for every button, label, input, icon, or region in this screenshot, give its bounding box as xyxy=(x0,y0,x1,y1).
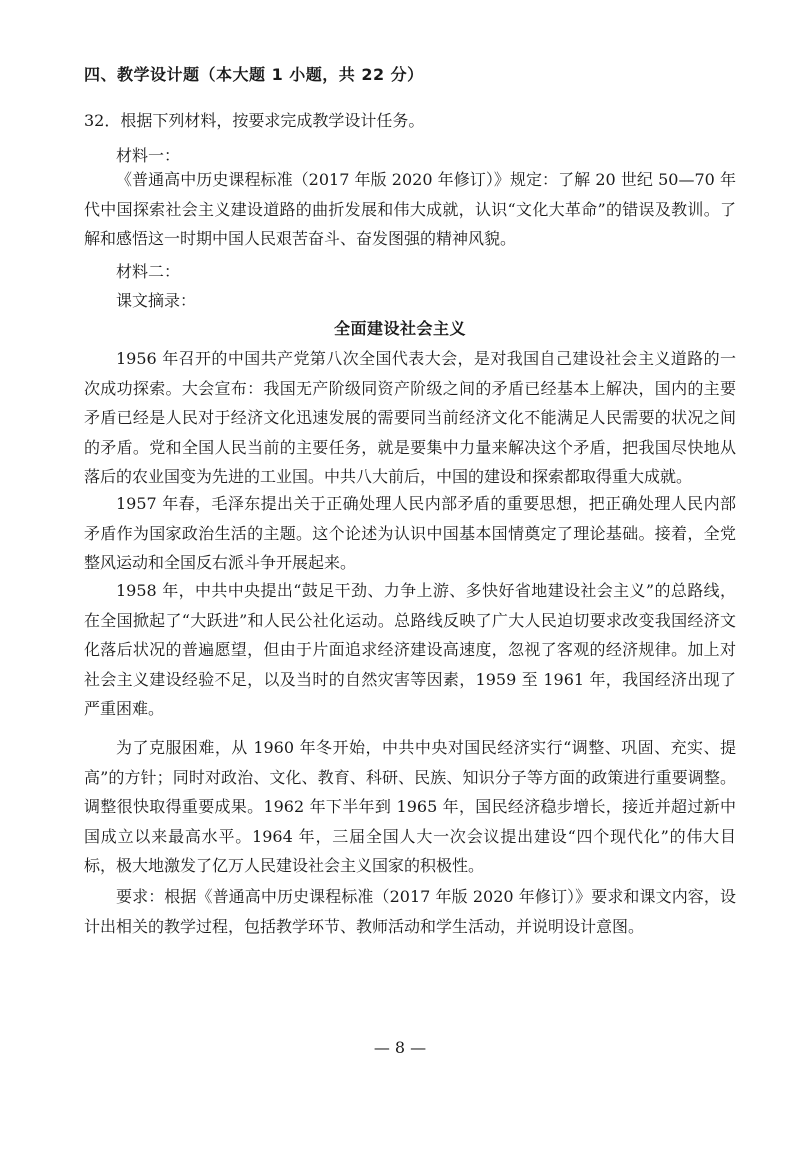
page-number: — 8 — xyxy=(373,1038,427,1057)
lesson-paragraph-1957: 1957 年春，毛泽东提出关于正确处理人民内部矛盾的重要思想，把正确处理人民内部矛盾作为国家政治生活的主题。这个论述为认识中国基本国情奠定了理论基础。接着，全党整风运动和全国反右派斗争开展起来。 xyxy=(84,494,736,572)
lesson-paragraph-1956: 1956 年召开的中国共产党第八次全国代表大会，是对我国自己建设社会主义道路的一次成功探索。大会宣布：我国无产阶级同资产阶级之间的矛盾已经基本上解决，国内的主要矛盾已经是人民对于经济文化迅速发展的需要同当前经济文化不能满足人民需要的状况之间的矛盾。党和全国人民当前的主要任务，就是要集中力量来解决这个矛盾，把我国尽快地从落后的农业国变为先进的工业国。中共八大前后，中国的建设和探索都取得重大成就。 xyxy=(84,349,736,486)
material-one-text: 《普通高中历史课程标准（2017 年版 2020 年修订）》规定：了解 20 世纪 50—70 年代中国探索社会主义建设道路的曲折发展和伟大成就，认识“文化大革命”的错误及教训。了解和感悟这一时期中国人民艰苦奋斗、奋发图强的精神风貌。 xyxy=(84,170,736,248)
question-stem: 32．根据下列材料，按要求完成教学设计任务。 xyxy=(84,111,425,130)
requirement-text: 要求：根据《普通高中历史课程标准（2017 年版 2020 年修订）》要求和课文内容，设计出相关的教学过程，包括教学环节、教师活动和学生活动，并说明设计意图。 xyxy=(84,887,736,936)
lesson-paragraph-1960: 为了克服困难，从 1960 年冬开始，中共中央对国民经济实行“调整、巩固、充实、提高”的方针；同时对政治、文化、教育、科研、民族、知识分子等方面的政策进行重要调整。调整很快取得重要成果。1962 年下半年到 1965 年，国民经济稳步增长，接近并超过新中国成立以来最高水平。1964 年，三届全国人大一次会议提出建设“四个现代化”的伟大目标，极大地激发了亿万人民建设社会主义国家的积极性。 xyxy=(84,738,736,875)
lesson-paragraph-1958: 1958 年，中共中央提出“鼓足干劲、力争上游、多快好省地建设社会主义”的总路线，在全国掀起了“大跃进”和人民公社化运动。总路线反映了广大人民迫切要求改变我国经济文化落后状况的普遍愿望，但由于片面追求经济建设高速度，忽视了客观的经济规律。加上对社会主义建设经验不足，以及当时的自然灾害等因素，1959 至 1961 年，我国经济出现了严重困难。 xyxy=(84,581,736,718)
excerpt-label: 课文摘录： xyxy=(116,291,197,310)
lesson-title: 全面建设社会主义 xyxy=(333,319,466,338)
material-two-label: 材料二： xyxy=(116,262,181,281)
section-heading: 四、教学设计题（本大题 1 小题，共 22 分） xyxy=(84,65,424,84)
material-one-label: 材料一： xyxy=(116,146,181,165)
